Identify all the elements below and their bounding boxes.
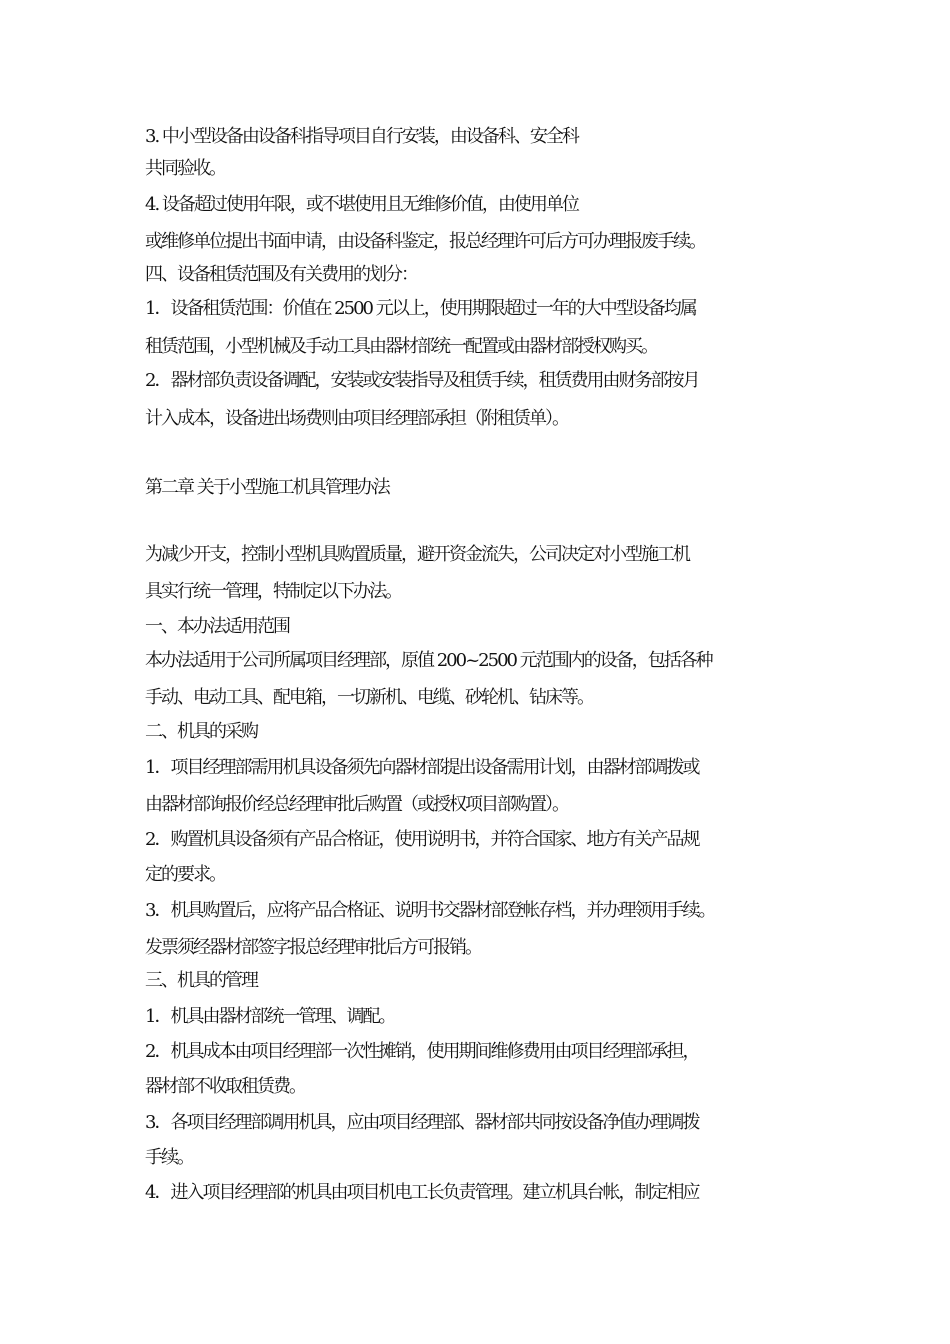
text-line: 2．机具成本由项目经理部一次性摊销，使用期间维修费用由项目经理部承担，	[145, 1041, 699, 1062]
text-line: 定的要求。	[145, 864, 225, 885]
text-line: 共同验收。	[145, 158, 225, 179]
text-line: 1．设备租赁范围：价值在 2500 元以上，使用期限超过一年的大中型设备均属	[145, 298, 696, 319]
text-line: 手动、电动工具、配电箱，一切新机、电缆、砂轮机、钻床等。	[145, 687, 593, 708]
text-line: 为减少开支，控制小型机具购置质量，避开资金流失，公司决定对小型施工机	[145, 544, 689, 565]
text-line: 1．机具由器材部统一管理、调配。	[145, 1006, 395, 1027]
text-line: 具实行统一管理，特制定以下办法。	[145, 581, 401, 602]
text-line: 4．进入项目经理部的机具由项目机电工长负责管理。建立机具台帐，制定相应	[145, 1182, 699, 1203]
text-line: 3．各项目经理部调用机具，应由项目经理部、器材部共同按设备净值办理调拨	[145, 1112, 699, 1133]
text-line: 手续。	[145, 1147, 193, 1168]
text-line: 1．项目经理部需用机具设备须先向器材部提出设备需用计划，由器材部调拨或	[145, 757, 699, 778]
chapter-title: 第二章 关于小型施工机具管理办法	[145, 477, 389, 498]
text-line: 2．购置机具设备须有产品合格证，使用说明书，并符合国家、地方有关产品规	[145, 829, 699, 850]
section-heading: 二、机具的采购	[145, 721, 257, 742]
text-line: 计入成本，设备进出场费则由项目经理部承担（附租赁单）。	[145, 408, 568, 429]
text-line: 或维修单位提出书面申请，由设备科鉴定，报总经理许可后方可办理报废手续。	[145, 231, 705, 252]
text-line: 器材部不收取租赁费。	[145, 1076, 305, 1097]
text-line: 3．机具购置后，应将产品合格证、说明书交器材部登帐存档，并办理领用手续。	[145, 900, 715, 921]
text-line: 2．器材部负责设备调配，安装或安装指导及租赁手续，租赁费用由财务部按月	[145, 370, 699, 391]
text-line: 发票须经器材部签字报总经理审批后方可报销。	[145, 937, 481, 958]
section-heading: 四、设备租赁范围及有关费用的划分：	[145, 264, 417, 285]
text-line: 本办法适用于公司所属项目经理部，原值 200~2500 元范围内的设备，包括各种	[145, 650, 712, 671]
text-line: 租赁范围，小型机械及手动工具由器材部统一配置或由器材部授权购买。	[145, 336, 657, 357]
section-heading: 三、机具的管理	[145, 970, 257, 991]
section-heading: 一、本办法适用范围	[145, 616, 289, 637]
text-line: 3. 中小型设备由设备科指导项目自行安装，由设备科、安全科	[145, 126, 578, 147]
text-line: 4. 设备超过使用年限，或不堪使用且无维修价值，由使用单位	[145, 194, 578, 215]
text-line: 由器材部询报价经总经理审批后购置（或授权项目部购置）。	[145, 794, 568, 815]
